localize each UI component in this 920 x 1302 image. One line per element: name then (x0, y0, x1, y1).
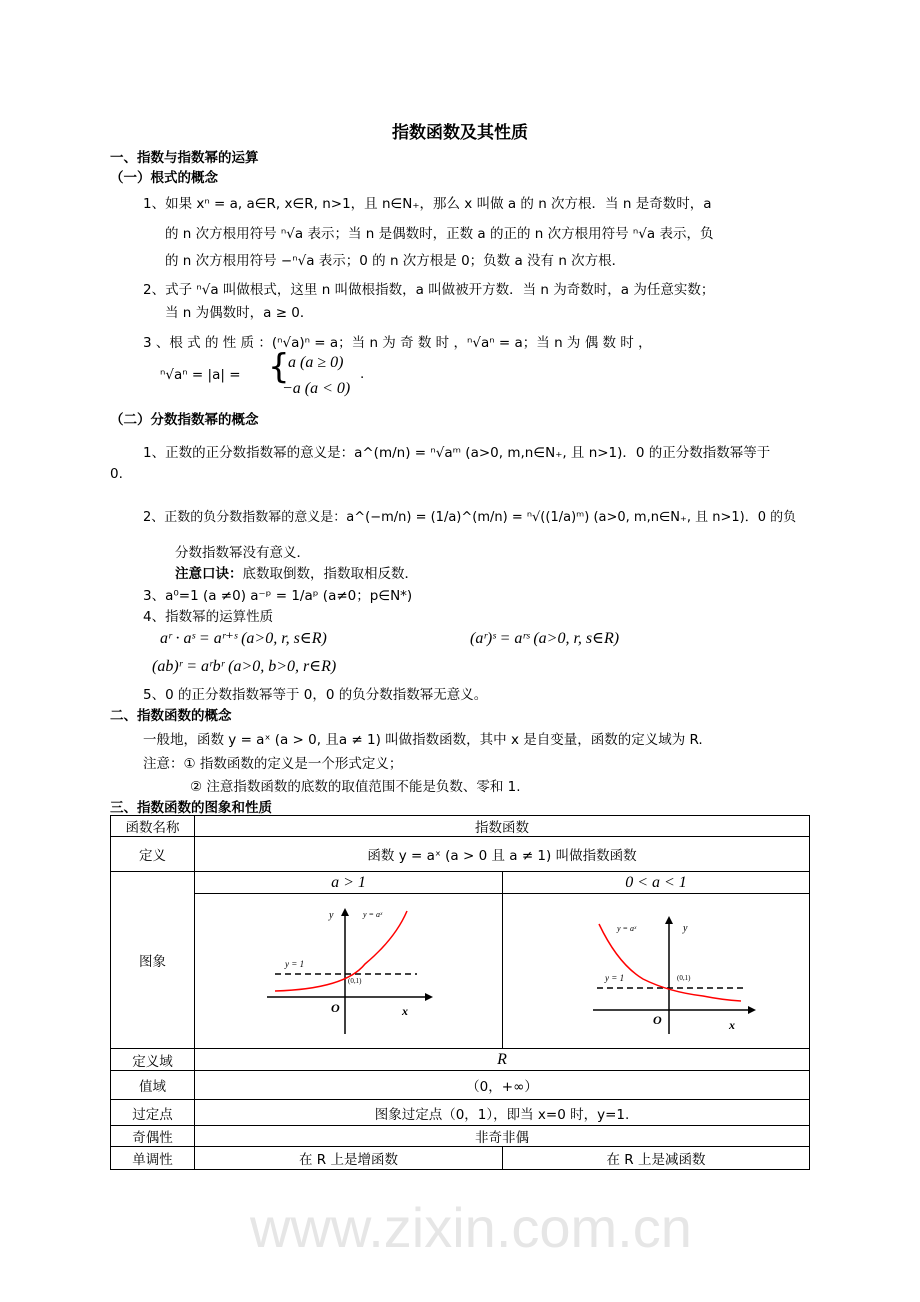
brace: { (268, 347, 290, 387)
x-label: x (402, 1004, 408, 1018)
section-heading: 三、指数函数的图象和性质 (110, 800, 272, 816)
table-row: 定义 函数 y = aˣ (a > 0 且 a ≠ 1) 叫做指数函数 (111, 837, 810, 872)
subsection-heading: （一）根式的概念 (110, 170, 218, 186)
point-label: (0,1) (348, 977, 362, 985)
x-arrow (425, 993, 433, 1001)
table-row: 奇偶性 非奇非偶 (111, 1126, 810, 1147)
table-row: 函数名称 指数函数 (111, 816, 810, 837)
table-row (111, 894, 810, 1049)
section-heading: 二、指数函数的概念 (110, 708, 232, 724)
section-heading: 一、指数与指数幂的运算 (110, 150, 259, 166)
watermark: www.zixin.com.cn (250, 1196, 692, 1259)
paragraph: 2、式子 ⁿ√a 叫做根式，这里 n 叫做根指数，a 叫做被开方数．当 n 为奇数时，a 为任意实数； (143, 282, 715, 298)
curve-label: y = aˣ (617, 924, 637, 933)
graph-increasing (195, 894, 503, 1049)
line-label: y = 1 (605, 973, 625, 983)
paragraph: 5、0 的正分数指数幂等于 0，0 的负分数指数幂无意义。 (143, 687, 488, 703)
formula: a (a ≥ 0) (288, 354, 344, 371)
formula: (ab)ʳ = aʳbʳ (a>0, b>0, r∈R) (152, 658, 337, 675)
x-arrow (748, 1006, 756, 1014)
subsection-heading: （二）分数指数幂的概念 (110, 412, 259, 428)
paragraph: 0. (110, 466, 123, 482)
origin-label: O (331, 1001, 340, 1015)
note: 注意：① 指数函数的定义是一个形式定义； (143, 756, 403, 772)
table-row: 过定点 图象过定点（0，1），即当 x=0 时，y=1. (111, 1100, 810, 1126)
formula: ⁿ√aⁿ = |a| = (160, 367, 241, 383)
paragraph: 1、正数的正分数指数幂的意义是：a^(m/n) = ⁿ√aᵐ (a>0, m,n∈N₊, 且 n>1)．0 的正分数指数幂等于 (143, 445, 771, 461)
paragraph: 2、正数的负分数指数幂的意义是：a^(−m/n) = (1/a)^(m/n) = ⁿ√((1/a)ᵐ) (a>0, m,n∈N₊, 且 n>1)．0 的负 (143, 510, 797, 525)
point-label: (0,1) (677, 974, 691, 982)
formula: (aʳ)ˢ = aʳˢ (a>0, r, s∈R) (470, 630, 620, 647)
y-label: y (683, 923, 688, 934)
y-arrow (341, 908, 349, 916)
paragraph: 的 n 次方根用符号 ⁿ√a 表示；当 n 是偶数时，正数 a 的正的 n 次方根用符号 ⁿ√a 表示，负 (165, 226, 714, 242)
y-arrow (665, 916, 673, 924)
table-row: 单调性 在 R 上是增函数 在 R 上是减函数 (111, 1147, 810, 1170)
paragraph: 4、指数幂的运算性质 (143, 609, 274, 625)
formula: aʳ · aˢ = aʳ⁺ˢ (a>0, r, s∈R) (160, 630, 327, 647)
formula: −a (a < 0) (282, 380, 351, 397)
note-text: 底数取倒数，指数取相反数． (242, 566, 418, 582)
note: ② 注意指数函数的底数的取值范围不能是负数、零和 1. (190, 779, 521, 795)
line-label: y = 1 (285, 959, 305, 969)
y-label: y (329, 910, 334, 921)
curve-label: y = aˣ (363, 910, 383, 919)
paragraph: 一般地，函数 y = aˣ (a > 0, 且a ≠ 1) 叫做指数函数，其中 x 是自变量，函数的定义域为 R. (143, 732, 703, 748)
properties-table (110, 815, 810, 1170)
paragraph: 3、a⁰=1 (a ≠0) a⁻ᵖ = 1/aᵖ (a≠0；p∈N*) (143, 588, 413, 604)
origin-label: O (653, 1013, 662, 1027)
paragraph: 的 n 次方根用符号 −ⁿ√a 表示；0 的 n 次方根是 0；负数 a 没有 n 次方根． (165, 253, 626, 269)
curve (275, 911, 407, 991)
table-row: 值域 （0，+∞） (111, 1071, 810, 1100)
graph-decreasing (503, 894, 810, 1049)
table-row: 图象 a > 1 0 < a < 1 (111, 872, 810, 894)
table-row: 定义域 R (111, 1049, 810, 1071)
paragraph: 3 、根 式 的 性 质 ：(ⁿ√a)ⁿ = a；当 n 为 奇 数 时 ，ⁿ√aⁿ = a；当 n 为 偶 数 时 ， (143, 335, 652, 351)
curve (599, 924, 741, 1001)
paragraph: 当 n 为偶数时，a ≥ 0． (165, 305, 314, 321)
note-label: 注意口诀： (175, 566, 243, 582)
paragraph: 1、如果 xⁿ = a, a∈R, x∈R, n>1，且 n∈N₊，那么 x 叫做 a 的 n 次方根．当 n 是奇数时，a (143, 196, 712, 212)
paragraph: 分数指数幂没有意义． (175, 545, 310, 561)
x-label: x (729, 1018, 735, 1032)
page-title: 指数函数及其性质 (392, 123, 528, 143)
formula: . (360, 366, 365, 382)
